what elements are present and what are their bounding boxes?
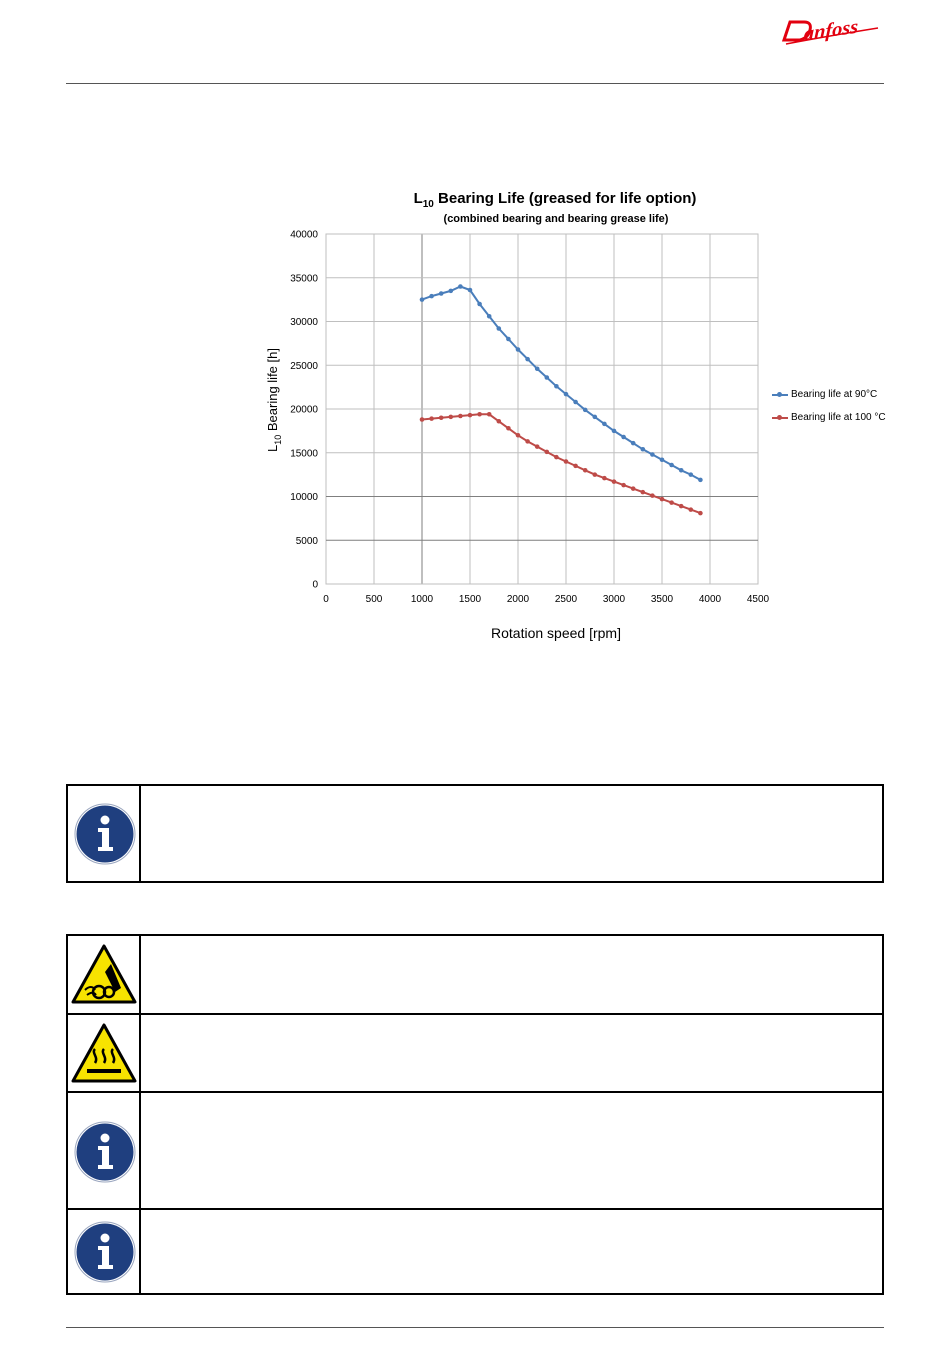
x-tick-label: 3000 bbox=[602, 594, 626, 605]
info-icon-cell bbox=[68, 786, 141, 881]
data-point bbox=[497, 419, 502, 424]
notice-row bbox=[68, 1015, 882, 1093]
data-point bbox=[573, 400, 578, 405]
legend-swatch-90c bbox=[772, 394, 788, 396]
data-point bbox=[679, 504, 684, 509]
danfoss-logo bbox=[778, 10, 883, 50]
data-point bbox=[487, 412, 492, 417]
hot-surface-warning-icon bbox=[71, 1023, 137, 1085]
footer-rule bbox=[66, 1327, 884, 1328]
data-point bbox=[612, 429, 617, 434]
data-point bbox=[525, 357, 530, 362]
y-tick-label: 20000 bbox=[290, 404, 318, 416]
data-point bbox=[631, 441, 636, 446]
data-point bbox=[449, 415, 454, 420]
data-point bbox=[660, 457, 665, 462]
notice-row bbox=[68, 936, 882, 1015]
data-point bbox=[689, 472, 694, 477]
y-tick-label: 10000 bbox=[290, 492, 318, 503]
data-point bbox=[468, 288, 473, 293]
notice-icon-cell bbox=[68, 1093, 141, 1208]
data-point bbox=[593, 472, 598, 477]
x-tick-label: 2500 bbox=[554, 594, 578, 605]
data-point bbox=[420, 417, 425, 422]
y-tick-label: 5000 bbox=[295, 535, 318, 547]
x-tick-label: 2000 bbox=[506, 594, 530, 605]
data-point bbox=[468, 413, 473, 418]
data-point bbox=[477, 412, 482, 417]
data-point bbox=[650, 452, 655, 457]
data-point bbox=[593, 415, 598, 420]
x-tick-label: 0 bbox=[323, 594, 329, 605]
data-point bbox=[631, 486, 636, 491]
y-tick-label: 40000 bbox=[290, 229, 318, 241]
data-point bbox=[689, 507, 694, 512]
notice-table bbox=[66, 934, 884, 1295]
data-point bbox=[429, 294, 434, 299]
bearing-life-chart bbox=[250, 180, 900, 650]
notice-row bbox=[68, 1210, 882, 1293]
data-point bbox=[449, 289, 454, 294]
notice-icon-cell bbox=[68, 1210, 141, 1293]
data-point bbox=[564, 459, 569, 464]
data-point bbox=[516, 347, 521, 352]
notice-icon-cell bbox=[68, 936, 141, 1013]
data-point bbox=[641, 490, 646, 495]
data-point bbox=[650, 493, 655, 498]
data-point bbox=[420, 297, 425, 302]
data-point bbox=[573, 464, 578, 469]
data-point bbox=[535, 366, 540, 371]
data-point bbox=[621, 483, 626, 488]
data-point bbox=[602, 476, 607, 481]
info-icon bbox=[74, 1121, 136, 1183]
info-icon bbox=[74, 1221, 136, 1283]
data-point bbox=[583, 408, 588, 413]
svg-text:anfoss: anfoss bbox=[803, 15, 859, 46]
y-tick-label: 25000 bbox=[290, 360, 318, 372]
data-point bbox=[583, 468, 588, 473]
header-rule bbox=[66, 83, 884, 84]
legend-label-100c: Bearing life at 100 °C bbox=[791, 412, 886, 423]
y-axis-label: $L_{10}$ Bearing life [h] bbox=[265, 348, 283, 452]
data-point bbox=[698, 478, 703, 483]
x-tick-label: 1000 bbox=[410, 594, 434, 605]
data-point bbox=[554, 384, 559, 389]
data-point bbox=[439, 291, 444, 296]
y-tick-label: 15000 bbox=[290, 448, 318, 460]
x-tick-label: 4500 bbox=[746, 594, 770, 605]
legend-label-90c: Bearing life at 90°C bbox=[791, 389, 878, 400]
data-point bbox=[660, 497, 665, 502]
data-point bbox=[621, 435, 626, 440]
data-point bbox=[506, 426, 511, 431]
y-tick-label: 0 bbox=[312, 579, 318, 591]
data-point bbox=[439, 415, 444, 420]
data-point bbox=[525, 439, 530, 444]
data-point bbox=[516, 433, 521, 438]
x-axis-label: Rotation speed [rpm] bbox=[491, 625, 621, 641]
data-point bbox=[641, 447, 646, 452]
data-point bbox=[429, 416, 434, 421]
data-point bbox=[545, 375, 550, 380]
rotating-parts-warning-icon bbox=[71, 944, 137, 1006]
legend-item-100c bbox=[772, 406, 886, 429]
notice-row bbox=[68, 1093, 882, 1210]
data-point bbox=[679, 468, 684, 473]
data-point bbox=[458, 284, 463, 289]
x-tick-label: 1500 bbox=[458, 594, 482, 605]
x-tick-label: 4000 bbox=[698, 594, 722, 605]
data-point bbox=[612, 479, 617, 484]
notice-icon-cell bbox=[68, 1015, 141, 1091]
data-point bbox=[458, 414, 463, 419]
data-point bbox=[487, 314, 492, 319]
data-point bbox=[564, 392, 569, 397]
legend-item-90c bbox=[772, 383, 886, 406]
x-tick-label: 3500 bbox=[650, 594, 674, 605]
data-point bbox=[506, 337, 511, 342]
x-tick-label: 500 bbox=[365, 594, 383, 605]
data-point bbox=[669, 500, 674, 505]
data-point bbox=[477, 302, 482, 307]
chart-subtitle: (combined bearing and bearing grease life) bbox=[443, 213, 669, 225]
chart-legend bbox=[772, 383, 886, 429]
info-icon bbox=[74, 803, 136, 865]
y-tick-label: 35000 bbox=[290, 273, 318, 285]
data-point bbox=[545, 450, 550, 455]
data-point bbox=[554, 455, 559, 460]
data-point bbox=[602, 422, 607, 427]
chart-title: $L_{10}$ Bearing Life (greased for life option) bbox=[413, 190, 697, 210]
data-point bbox=[535, 444, 540, 449]
legend-swatch-100c bbox=[772, 417, 788, 419]
data-point bbox=[698, 511, 703, 516]
data-point bbox=[669, 463, 674, 468]
info-box bbox=[66, 784, 884, 883]
y-tick-label: 30000 bbox=[290, 317, 318, 328]
data-point bbox=[497, 326, 502, 331]
